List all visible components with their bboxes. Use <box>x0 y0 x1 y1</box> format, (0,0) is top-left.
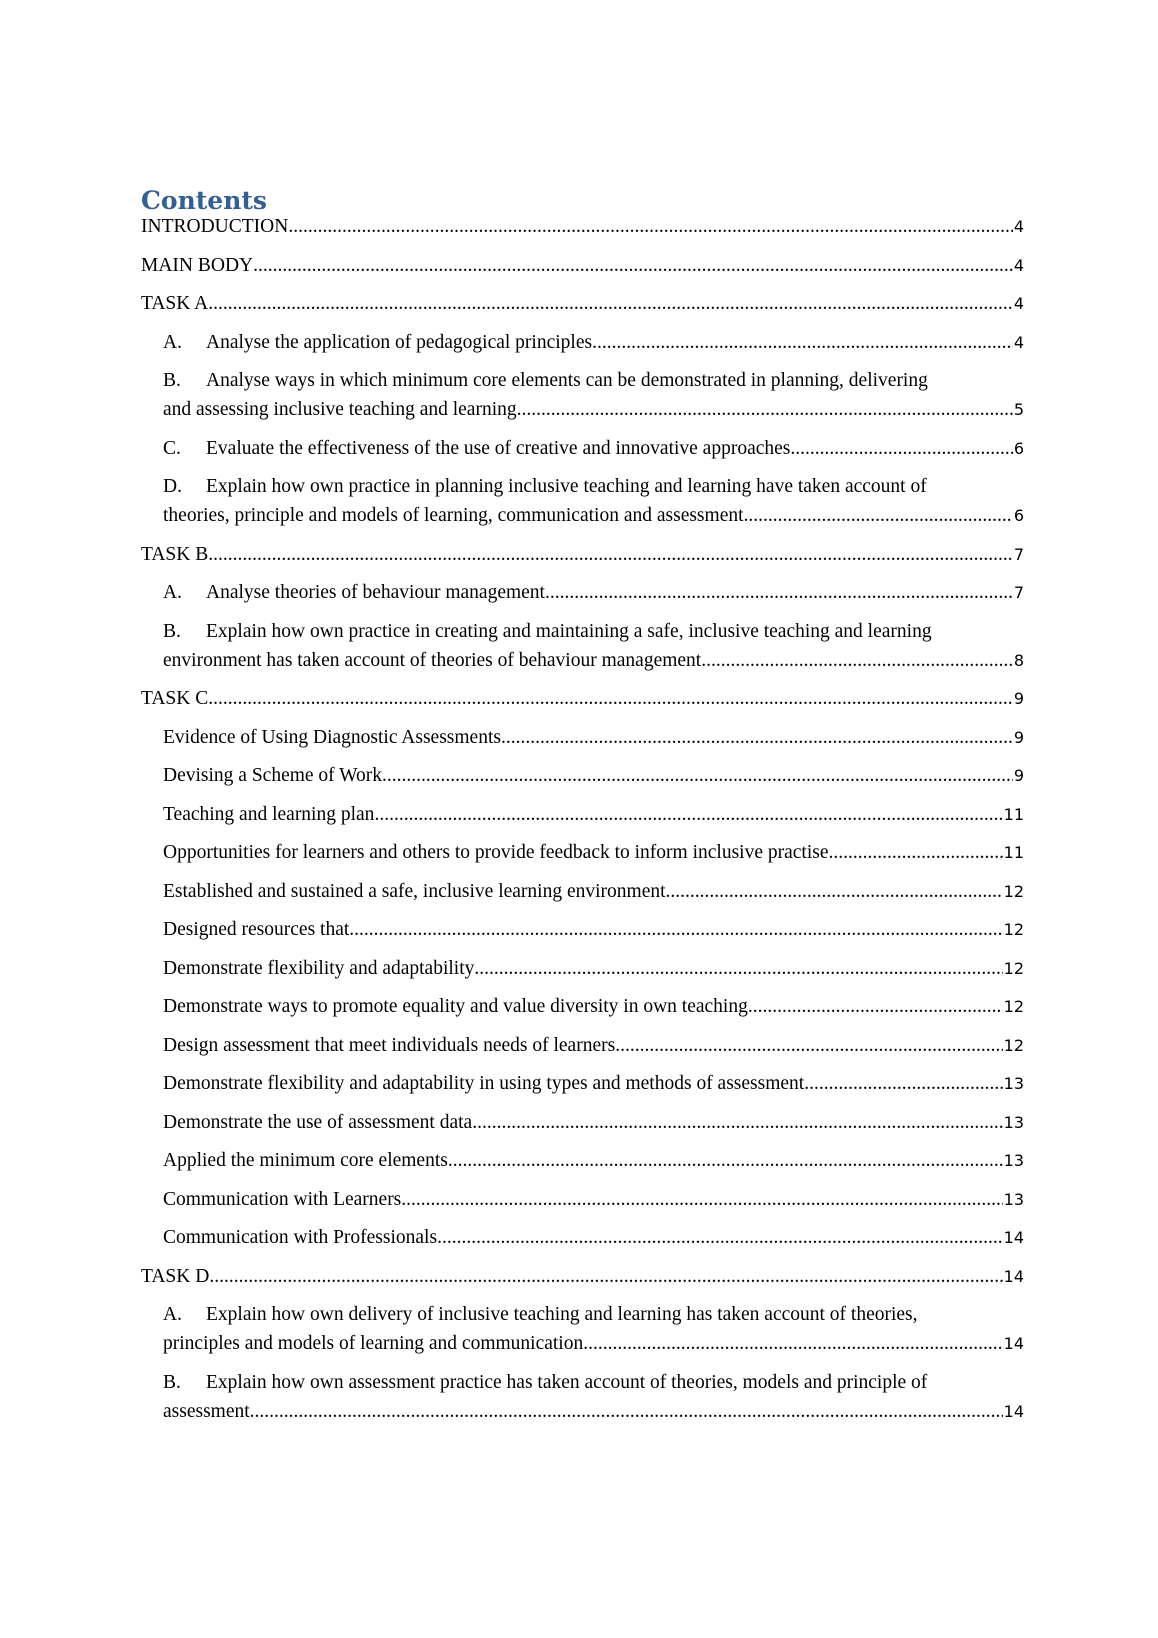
toc-dot-leader <box>804 1069 1002 1098</box>
toc-entry[interactable] <box>163 1185 1024 1214</box>
toc-entry[interactable] <box>163 366 1024 424</box>
toc-entry-label: Communication with Professionals <box>163 1227 438 1248</box>
toc-dot-leader <box>706 646 1013 675</box>
toc-page-number: 13 <box>1003 1112 1024 1132</box>
toc-entry-letter: C. <box>163 437 181 459</box>
toc-page-number: 13 <box>1003 1074 1024 1093</box>
toc-entry[interactable] <box>163 1368 1024 1426</box>
toc-entry-label: Demonstrate ways to promote equality and value diversity in own teaching <box>163 996 748 1017</box>
toc-entry[interactable] <box>163 328 1024 357</box>
toc-entry[interactable] <box>163 1031 1024 1060</box>
toc-entry[interactable] <box>163 434 1024 463</box>
toc-entry[interactable] <box>163 838 1024 867</box>
toc-entry[interactable] <box>163 1146 1024 1175</box>
toc-dot-leader <box>795 434 1013 463</box>
toc-page-number: 11 <box>1003 843 1024 862</box>
toc-entry[interactable] <box>163 1223 1024 1252</box>
toc-entry-label: and assessing inclusive teaching and learning. <box>163 399 522 420</box>
toc-page-number: 11 <box>1003 804 1024 824</box>
toc-entry-text: B. Analyse ways in which minimum core elements can be demonstrated in planning, delivering <box>163 366 1024 395</box>
toc-dot-leader <box>448 1146 1003 1175</box>
toc-entry-text: D. Explain how own practice in planning inclusive teaching and learning have taken account of <box>163 472 1024 501</box>
toc-dot-leader <box>208 540 1013 569</box>
toc-dot-leader <box>349 915 1002 944</box>
toc-entry-label: A. Analyse the application of pedagogical principles. <box>163 328 597 357</box>
toc-entry[interactable] <box>163 617 1024 675</box>
toc-dot-leader <box>382 761 1013 790</box>
toc-entry[interactable] <box>141 251 1024 280</box>
toc-entry[interactable] <box>163 954 1024 983</box>
toc-entry-label: C. Evaluate the effectiveness of the use of creative and innovative approaches. <box>163 434 795 463</box>
toc-dot-leader <box>208 684 1013 713</box>
toc-dot-leader <box>253 251 1013 280</box>
toc-entry-label: Demonstrate flexibility and adaptability in using types and methods of assessment <box>163 1073 805 1094</box>
toc-entry-label: A. Analyse theories of behaviour management. <box>163 578 550 607</box>
toc-dot-leader <box>437 1223 1003 1252</box>
toc-page-number: 6 <box>1013 438 1024 458</box>
toc-entry-label: TASK A <box>141 293 209 314</box>
toc-entry-label: principles and models of learning and communication. <box>163 1333 589 1354</box>
toc-page-number: 7 <box>1013 544 1024 564</box>
toc-dot-leader <box>597 328 1013 357</box>
toc-entry-label: MAIN BODY <box>141 254 254 276</box>
toc-entry[interactable] <box>141 540 1024 569</box>
toc-page-number: 7 <box>1013 583 1024 602</box>
toc-page-number: 12 <box>1003 958 1024 978</box>
toc-dot-leader <box>748 501 1012 530</box>
toc-page-number: 4 <box>1013 217 1024 236</box>
toc-entry[interactable] <box>163 761 1024 790</box>
toc-page-number: 14 <box>1003 1334 1024 1353</box>
toc-dot-leader <box>501 723 1013 752</box>
toc-entry-letter: B. <box>163 1371 181 1393</box>
toc-entry[interactable] <box>141 289 1024 318</box>
toc-page-number: 4 <box>1013 332 1024 352</box>
toc-entry-letter: B. <box>163 620 181 642</box>
toc-page-number: 9 <box>1013 689 1024 708</box>
toc-entry-letter: A. <box>163 582 182 603</box>
toc-entry-text: A. Explain how own delivery of inclusive teaching and learning has taken account of theories, <box>163 1300 1024 1329</box>
toc-page-number: 12 <box>1003 881 1024 901</box>
toc-entry-label: theories, principle and models of learning, communication and assessment. <box>163 505 749 526</box>
toc-entry-label: TASK D <box>141 1265 210 1287</box>
toc-entry[interactable] <box>163 472 1024 530</box>
toc-dot-leader <box>288 212 1012 241</box>
toc-entry-label: Demonstrate flexibility and adaptability <box>163 957 475 979</box>
toc-entry-label: Demonstrate the use of assessment data <box>163 1111 473 1133</box>
toc-dot-leader <box>208 289 1013 318</box>
toc-page-number: 12 <box>1003 997 1024 1016</box>
toc-entry[interactable] <box>141 212 1024 241</box>
toc-entry-label: TASK C <box>141 688 209 709</box>
toc-entry-text: B. Explain how own assessment practice has taken account of theories, models and principle of <box>163 1368 1024 1397</box>
toc-page-number: 13 <box>1003 1189 1024 1209</box>
toc-dot-leader <box>209 1262 1002 1291</box>
toc-entry-label: Opportunities for learners and others to provide feedback to inform inclusive practise <box>163 842 829 863</box>
toc-entry-text: B. Explain how own practice in creating and maintaining a safe, inclusive teaching and learning <box>163 617 1024 646</box>
toc-dot-leader <box>588 1329 1003 1358</box>
toc-entry-label: Devising a Scheme of Work <box>163 765 383 786</box>
toc-entry[interactable] <box>163 1108 1024 1137</box>
toc-entry-label: INTRODUCTION <box>141 216 289 237</box>
toc-entry-label: Applied the minimum core elements <box>163 1150 448 1171</box>
toc-entry[interactable] <box>163 1300 1024 1358</box>
toc-entry-label: TASK B <box>141 543 209 565</box>
toc-entry-letter: A. <box>163 331 182 353</box>
toc-dot-leader <box>374 800 1002 829</box>
toc-entry[interactable] <box>163 800 1024 829</box>
toc-page-number: 13 <box>1003 1151 1024 1170</box>
toc-entry[interactable] <box>163 1069 1024 1098</box>
toc-entry[interactable] <box>163 992 1024 1021</box>
toc-page-number: 12 <box>1003 1035 1024 1055</box>
toc-entry[interactable] <box>163 723 1024 752</box>
toc-entry-label: Designed resources that <box>163 919 350 940</box>
toc-entry[interactable] <box>141 684 1024 713</box>
toc-dot-leader <box>550 578 1013 607</box>
toc-dot-leader <box>472 1108 1002 1137</box>
toc-dot-leader <box>748 992 1003 1021</box>
toc-entry-label: assessment <box>163 1400 250 1422</box>
toc-entry[interactable] <box>141 1262 1024 1291</box>
toc-entry-label: Communication with Learners <box>163 1188 402 1210</box>
toc-entry-letter: B. <box>163 370 181 391</box>
contents-heading: Contents <box>141 186 268 215</box>
toc-dot-leader <box>615 1031 1002 1060</box>
toc-page-number: 4 <box>1013 255 1024 275</box>
toc-page-number: 6 <box>1013 506 1024 525</box>
toc-page-number: 12 <box>1003 920 1024 939</box>
toc-page-number: 8 <box>1013 650 1024 670</box>
toc-page-number: 14 <box>1003 1228 1024 1247</box>
toc-entry[interactable] <box>163 578 1024 607</box>
toc-dot-leader <box>521 395 1012 424</box>
toc-entry-label: Teaching and learning plan <box>163 803 375 825</box>
toc-entry[interactable] <box>163 915 1024 944</box>
toc-page-number: 14 <box>1003 1266 1024 1286</box>
toc-entry-label: Evidence of Using Diagnostic Assessments <box>163 726 501 748</box>
toc-entry-label: Design assessment that meet individuals needs of learners <box>163 1034 616 1056</box>
toc-page-number: 9 <box>1013 766 1024 785</box>
toc-page-number: 9 <box>1013 727 1024 747</box>
toc-dot-leader <box>401 1185 1002 1214</box>
toc-dot-leader <box>829 838 1003 867</box>
toc-entry-label: environment has taken account of theories of behaviour management. <box>163 649 707 671</box>
toc-entry-letter: D. <box>163 476 182 497</box>
toc-page-number: 14 <box>1003 1401 1024 1421</box>
toc-dot-leader <box>250 1397 1003 1426</box>
toc-dot-leader <box>666 877 1003 906</box>
toc-page-number: 5 <box>1013 400 1024 419</box>
toc-page-number: 4 <box>1013 294 1024 313</box>
toc-dot-leader <box>474 954 1002 983</box>
toc-entry[interactable] <box>163 877 1024 906</box>
toc-entry-letter: A. <box>163 1304 182 1325</box>
toc-entry-label: Established and sustained a safe, inclusive learning environment <box>163 880 666 902</box>
